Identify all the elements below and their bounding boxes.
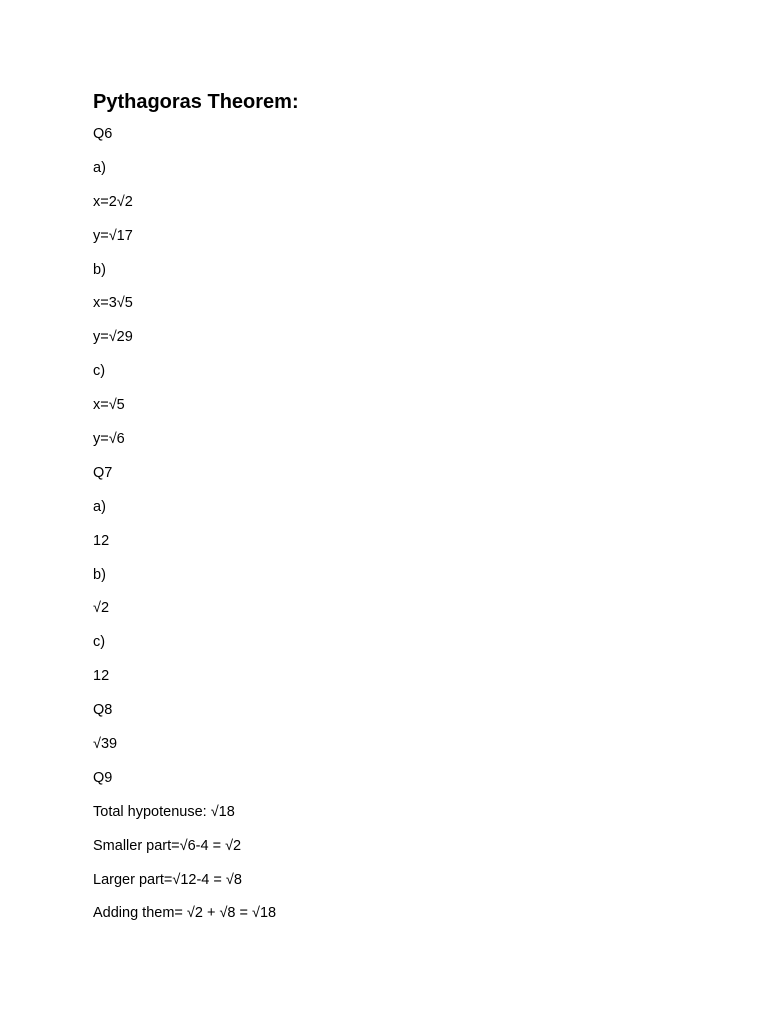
question-label-q7: Q7 xyxy=(93,464,113,481)
part-label: c) xyxy=(93,634,106,651)
part-label: b) xyxy=(93,261,106,278)
document-page xyxy=(93,88,713,937)
answer-line: x=√5 xyxy=(93,397,125,414)
question-label-q8: Q8 xyxy=(93,702,113,719)
answer-line: y=√17 xyxy=(93,227,133,244)
answer-line: Adding them= √2 + √8 = √18 xyxy=(93,905,277,922)
question-label-q9: Q9 xyxy=(93,769,113,786)
answer-line: x=2√2 xyxy=(93,193,133,210)
answer-line: Total hypotenuse: √18 xyxy=(93,803,235,820)
part-label: c) xyxy=(93,363,106,380)
answer-line: y=√6 xyxy=(93,431,125,448)
document-title: Pythagoras Theorem: xyxy=(93,91,299,113)
part-label: a) xyxy=(93,159,106,176)
part-label: b) xyxy=(93,566,106,583)
answer-line: Larger part=√12-4 = √8 xyxy=(93,871,242,888)
answer-line: y=√29 xyxy=(93,329,133,346)
answer-line: √2 xyxy=(93,600,110,617)
answer-lines xyxy=(93,124,713,923)
answer-line: x=3√5 xyxy=(93,295,133,312)
answer-line: √39 xyxy=(93,736,118,753)
answer-line: 12 xyxy=(93,668,110,685)
part-label: a) xyxy=(93,498,106,515)
answer-line: 12 xyxy=(93,532,110,549)
question-label-q6: Q6 xyxy=(93,126,113,142)
answer-line: Smaller part=√6-4 = √2 xyxy=(93,837,242,854)
